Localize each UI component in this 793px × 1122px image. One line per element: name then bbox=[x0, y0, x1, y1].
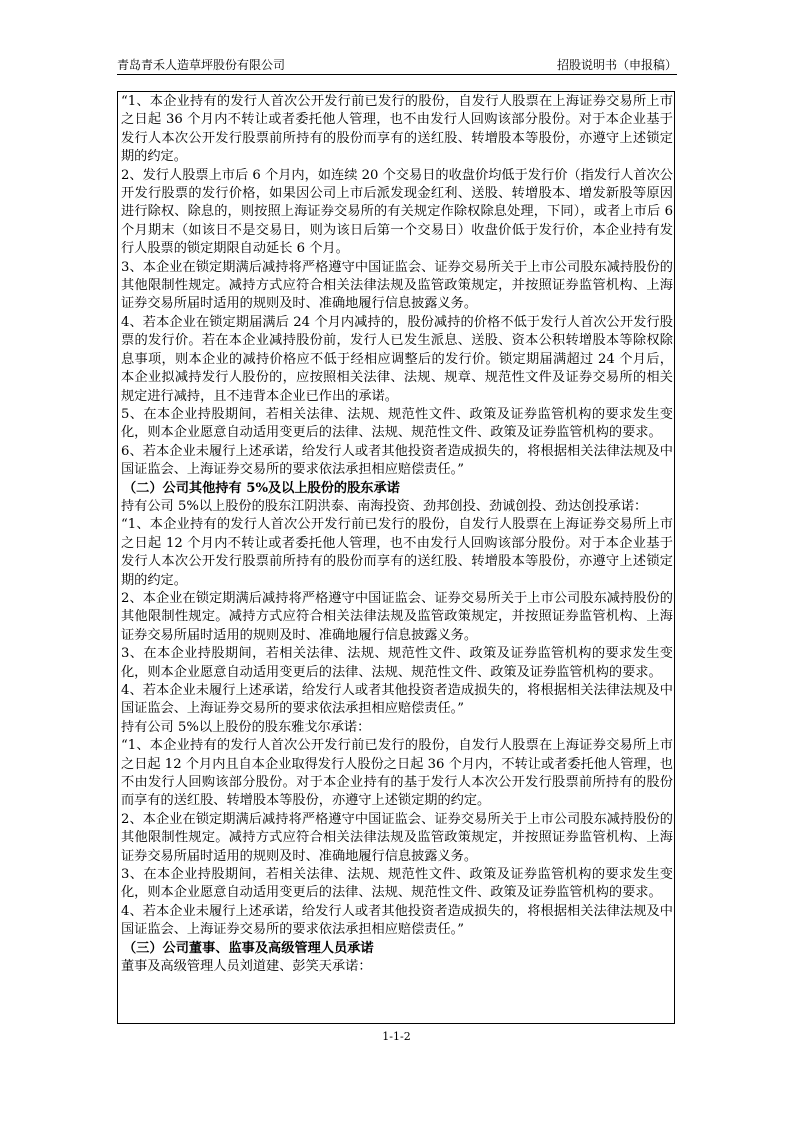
paragraph-11: 4、若本企业未履行上述承诺，给发行人或者其他投资者造成损失的，将根据相关法律法规及中国证监会、上海证券交易所的要求依法承担相应赔偿责任。” bbox=[121, 683, 673, 717]
section-heading-2: （二）公司其他持有 5%及以上股份的股东承诺 bbox=[123, 480, 400, 496]
paragraph-6: 6、若本企业未履行上述承诺，给发行人或者其他投资者造成损失的，将根据相关法律法规及中国证监会、上海证券交易所的要求依法承担相应赔偿责任。” bbox=[121, 443, 673, 478]
header-company-name: 青岛青禾人造草坪股份有限公司 bbox=[117, 58, 286, 72]
paragraph-4: 4、若本企业在锁定期届满后 24 个月内减持的，股份减持的价格不低于发行人首次公开发行股票的发行价。若在本企业减持股份前，发行人已发生派息、送股、资本公积转增股本等除权除息事项，则本企业的减持价格应不低于经相应调整后的发行价。锁定期届满超过 24 个月后，本企业拟减持发行人股份的，应按照相关法律、法规、规章、规范性文件及证券交易所的相关规定进行减持，且不违背本企业已作出的承诺。 bbox=[121, 314, 673, 404]
paragraph-10: 3、在本企业持股期间，若相关法律、法规、规范性文件、政策及证券监管机构的要求发生变化，则本企业愿意自动适用变更后的法律、法规、规范性文件、政策及证券监管机构的要求。 bbox=[121, 646, 673, 680]
paragraph-14: 2、本企业在锁定期满后减持将严格遵守中国证监会、证券交易所关于上市公司股东减持股份的其他限制性规定。减持方式应符合相关法律法规及监管政策规定，并按照证券监管机构、上海证券交易所届时适用的规则及时、准确地履行信息披露义务。 bbox=[121, 811, 673, 864]
header-document-type: 招股说明书（申报稿） bbox=[556, 58, 677, 72]
paragraph-15: 3、在本企业持股期间，若相关法律、法规、规范性文件、政策及证券监管机构的要求发生变化，则本企业愿意自动适用变更后的法律、法规、规范性文件、政策及证券监管机构的要求。 bbox=[121, 867, 673, 901]
paragraph-16: 4、若本企业未履行上述承诺，给发行人或者其他投资者造成损失的，将根据相关法律法规及中国证监会、上海证券交易所的要求依法承担相应赔偿责任。” bbox=[121, 903, 673, 938]
paragraph-7: 持有公司 5%以上股份的股东江阴洪泰、南海投资、劲邦创投、劲诚创投、劲达创投承诺： bbox=[121, 498, 648, 514]
paragraph-8: “1、本企业持有的发行人首次公开发行前已发行的股份，自发行人股票在上海证券交易所上市之日起 12 个月内不转让或者委托他人管理，也不由发行人回购该部分股份。对于本企业基于发行人本次公开发行股票前所持有的股份而享有的送红股、转增股本等股份，亦遵守上述锁定期的约定。 bbox=[121, 517, 673, 588]
paragraph-9: 2、本企业在锁定期满后减持将严格遵守中国证监会、证券交易所关于上市公司股东减持股份的其他限制性规定。减持方式应符合相关法律法规及监管政策规定，并按照证券监管机构、上海证券交易所届时适用的规则及时、准确地履行信息披露义务。 bbox=[121, 590, 673, 643]
paragraph-12: 持有公司 5%以上股份的股东雅戈尔承诺： bbox=[121, 719, 371, 735]
header-divider bbox=[117, 74, 677, 75]
page-header bbox=[117, 57, 677, 75]
page-number: 1-1-2 bbox=[382, 1030, 411, 1043]
paragraph-17: 董事及高级管理人员刘道建、彭笑天承诺： bbox=[121, 959, 372, 975]
paragraph-13: “1、本企业持有的发行人首次公开发行前已发行的股份，自发行人股票在上海证券交易所上市之日起 12 个月内且自本企业取得发行人股份之日起 36 个月内，不转让或者委托他人管理，也不由发行人回购该部分股份。对于本企业持有的基于发行人本次公开发行股票前所持有的股份而享有的送红股、转增股本等股份，亦遵守上述锁定期的约定。 bbox=[121, 738, 673, 809]
paragraph-2: 2、发行人股票上市后 6 个月内，如连续 20 个交易日的收盘价均低于发行价（指发行人首次公开发行股票的发行价格，如果因公司上市后派发现金红利、送股、转增股本、增发新股等原因进行除权、除息的，则按照上海证券交易所的有关规定作除权除息处理，下同），或者上市后 6 个月期末（如该日不是交易日，则为该日后第一个交易日）收盘价低于发行价，本企业持有发行人股票的锁定期限自动延长 6 个月。 bbox=[121, 167, 673, 257]
document-body bbox=[121, 93, 673, 977]
paragraph-5: 5、在本企业持股期间，若相关法律、法规、规范性文件、政策及证券监管机构的要求发生变化，则本企业愿意自动适用变更后的法律、法规、规范性文件、政策及证券监管机构的要求。 bbox=[121, 406, 673, 441]
paragraph-1: “1、本企业持有的发行人首次公开发行前已发行的股份，自发行人股票在上海证券交易所上市之日起 36 个月内不转让或者委托他人管理，也不由发行人回购该部分股份。对于本企业基于发行人本次公开发行股票前所持有的股份而享有的送红股、转增股本等股份，亦遵守上述锁定期的约定。 bbox=[121, 94, 673, 165]
section-heading-3: （三）公司董事、监事及高级管理人员承诺 bbox=[123, 940, 374, 956]
paragraph-3: 3、本企业在锁定期满后减持将严格遵守中国证监会、证券交易所关于上市公司股东减持股份的其他限制性规定。减持方式应符合相关法律法规及监管政策规定，并按照证券监管机构、上海证券交易所届时适用的规则及时、准确地履行信息披露义务。 bbox=[121, 259, 673, 312]
